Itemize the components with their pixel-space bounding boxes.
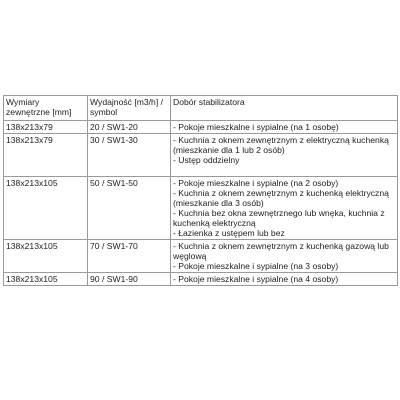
cell-dimensions: 138x213x79: [4, 121, 88, 134]
cell-capacity: 70 / SW1-70: [88, 240, 171, 273]
table-row: [4, 134, 398, 177]
table-row: [4, 177, 398, 240]
selection-line: - Kuchnia z oknem zewnętrznym z kuchenką gazową lub węglową: [173, 241, 389, 261]
table-header-row: [4, 96, 398, 121]
cell-dimensions: 138x213x105: [4, 273, 88, 286]
cell-selection: [171, 134, 398, 177]
selection-line: - Pokoje mieszkalne i sypialne (na 1 osobę): [173, 122, 339, 132]
cell-selection: [171, 240, 398, 273]
cell-capacity: 30 / SW1-30: [88, 134, 171, 177]
header-capacity: Wydajność [m3/h] / symbol: [88, 96, 171, 121]
selection-line: - Ustęp oddzielny: [173, 155, 240, 165]
cell-dimensions: 138x213x105: [4, 177, 88, 240]
selection-line: - Pokoje mieszkalne i sypialne (na 2 osoby): [173, 178, 339, 188]
selection-line: - Pokoje mieszkalne i sypialne (na 4 osoby): [173, 274, 339, 284]
selection-line: - Kuchnia z oknem zewnętrznym z elektryczną kuchenką (mieszkanie dla 1 lub 2 osób): [173, 135, 389, 155]
cell-selection: [171, 273, 398, 286]
cell-selection: [171, 121, 398, 134]
selection-line: - Kuchnia z oknem zewnętrznym z kuchenką elektryczną (mieszkanie dla 3 osób): [173, 188, 389, 208]
cell-capacity: 20 / SW1-20: [88, 121, 171, 134]
table-row: [4, 273, 398, 286]
cell-capacity: 90 / SW1-90: [88, 273, 171, 286]
selection-line: - Łazienka z ustępem lub bez: [173, 228, 285, 238]
header-selection: Dobór stabilizatora: [171, 96, 398, 121]
stabilizer-spec-table: [3, 95, 398, 286]
cell-dimensions: 138x213x79: [4, 134, 88, 177]
cell-selection: [171, 177, 398, 240]
header-dimensions: Wymiary zewnętrzne [mm]: [4, 96, 88, 121]
selection-line: - Kuchnia bez okna zewnętrznego lub wnęka, kuchnia z kuchenką elektryczną: [173, 208, 385, 228]
cell-dimensions: 138x213x105: [4, 240, 88, 273]
cell-capacity: 50 / SW1-50: [88, 177, 171, 240]
selection-line: - Pokoje mieszkalne i sypialne (na 3 osoby): [173, 261, 339, 271]
table-row: [4, 240, 398, 273]
table-row: [4, 121, 398, 134]
